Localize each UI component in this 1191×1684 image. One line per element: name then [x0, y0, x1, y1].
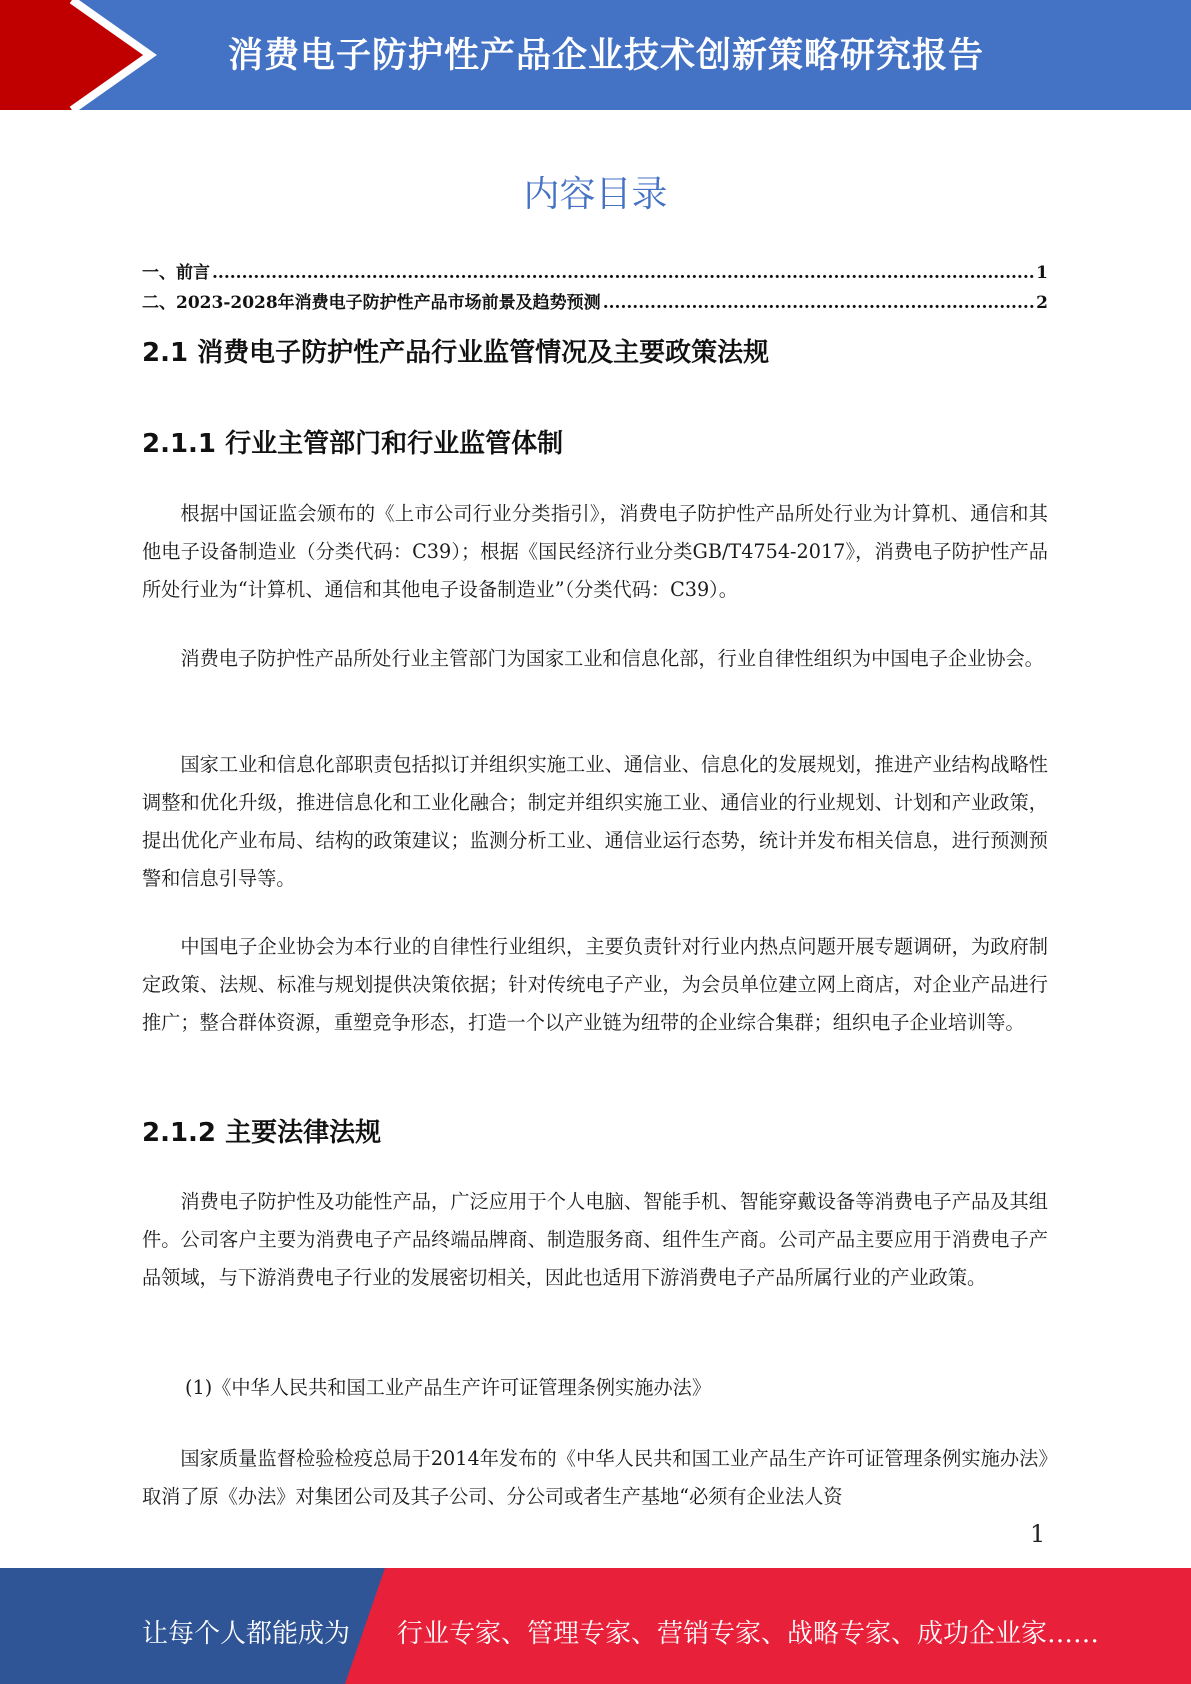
- footer-slogan-right: 行业专家、管理专家、营销专家、战略专家、成功企业家……: [397, 1619, 1100, 1649]
- paragraph-classification: 根据中国证监会颁布的《上市公司行业分类指引》，消费电子防护性产品所处行业为计算机、通信和其他电子设备制造业（分类代码：C39）；根据《国民经济行业分类GB/T4754-2017》，消费电子防护性产品所处行业为“计算机、通信和其他电子设备制造业”（分类代码：C39）。: [142, 502, 1048, 601]
- paragraph-regulation-detail: 国家质量监督检验检疫总局于2014年发布的《中华人民共和国工业产品生产许可证管理条例实施办法》取消了原《办法》对集团公司及其子公司、分公司或者生产基地“必须有企业法人资: [142, 1447, 1048, 1508]
- toc-entry-page: 1: [1036, 263, 1048, 283]
- report-footer-banner: [0, 1568, 1191, 1684]
- toc-entry-label: 一、前言: [142, 263, 210, 283]
- page-number: 1: [1030, 1520, 1046, 1548]
- report-title: 消费电子防护性产品企业技术创新策略研究报告: [228, 36, 985, 76]
- toc-entry-label: 二、2023-2028年消费电子防护性产品市场前景及趋势预测: [142, 293, 601, 313]
- paragraph-miit-duties: 国家工业和信息化部职责包括拟订并组织实施工业、通信业、信息化的发展规划，推进产业结构战略性调整和优化升级，推进信息化和工业化融合；制定并组织实施工业、通信业的行业规划、计划和产业政策，提出优化产业布局、结构的政策建议；监测分析工业、通信业运行态势，统计并发布相关信息，进行预测预警和信息引导等。: [142, 753, 1048, 890]
- toc-leader-dots: [603, 293, 1034, 313]
- section-heading-2-1: 2.1 消费电子防护性产品行业监管情况及主要政策法规: [142, 338, 770, 368]
- report-header-banner: [0, 0, 1191, 110]
- toc-leader-dots: [212, 263, 1034, 283]
- paragraph-authority: 消费电子防护性产品所处行业主管部门为国家工业和信息化部，行业自律性组织为中国电子企业协会。: [180, 647, 1044, 670]
- section-heading-2-1-1: 2.1.1 行业主管部门和行业监管体制: [142, 429, 564, 459]
- toc-entry-forecast[interactable]: [142, 288, 1048, 313]
- toc-title: 内容目录: [523, 174, 668, 215]
- paragraph-association: 中国电子企业协会为本行业的自律性行业组织，主要负责针对行业内热点问题开展专题调研，为政府制定政策、法规、标准与规划提供决策依据；针对传统电子产业，为会员单位建立网上商店，对企业产品进行推广；整合群体资源，重塑竞争形态，打造一个以产业链为纽带的企业综合集群；组织电子企业培训等。: [142, 935, 1048, 1034]
- footer-slogan-left: 让每个人都能成为: [142, 1619, 351, 1649]
- section-heading-2-1-2: 2.1.2 主要法律法规: [142, 1118, 382, 1148]
- paragraph-products: 消费电子防护性及功能性产品，广泛应用于个人电脑、智能手机、智能穿戴设备等消费电子产品及其组件。公司客户主要为消费电子产品终端品牌商、制造服务商、组件生产商。公司产品主要应用于消费电子产品领域，与下游消费电子行业的发展密切相关，因此也适用下游消费电子产品所属行业的产业政策。: [142, 1190, 1048, 1289]
- toc-entry-page: 2: [1036, 293, 1048, 313]
- toc-entry-preface[interactable]: [142, 258, 1048, 283]
- regulation-item-1: (1)《中华人民共和国工业产品生产许可证管理条例实施办法》: [185, 1376, 712, 1399]
